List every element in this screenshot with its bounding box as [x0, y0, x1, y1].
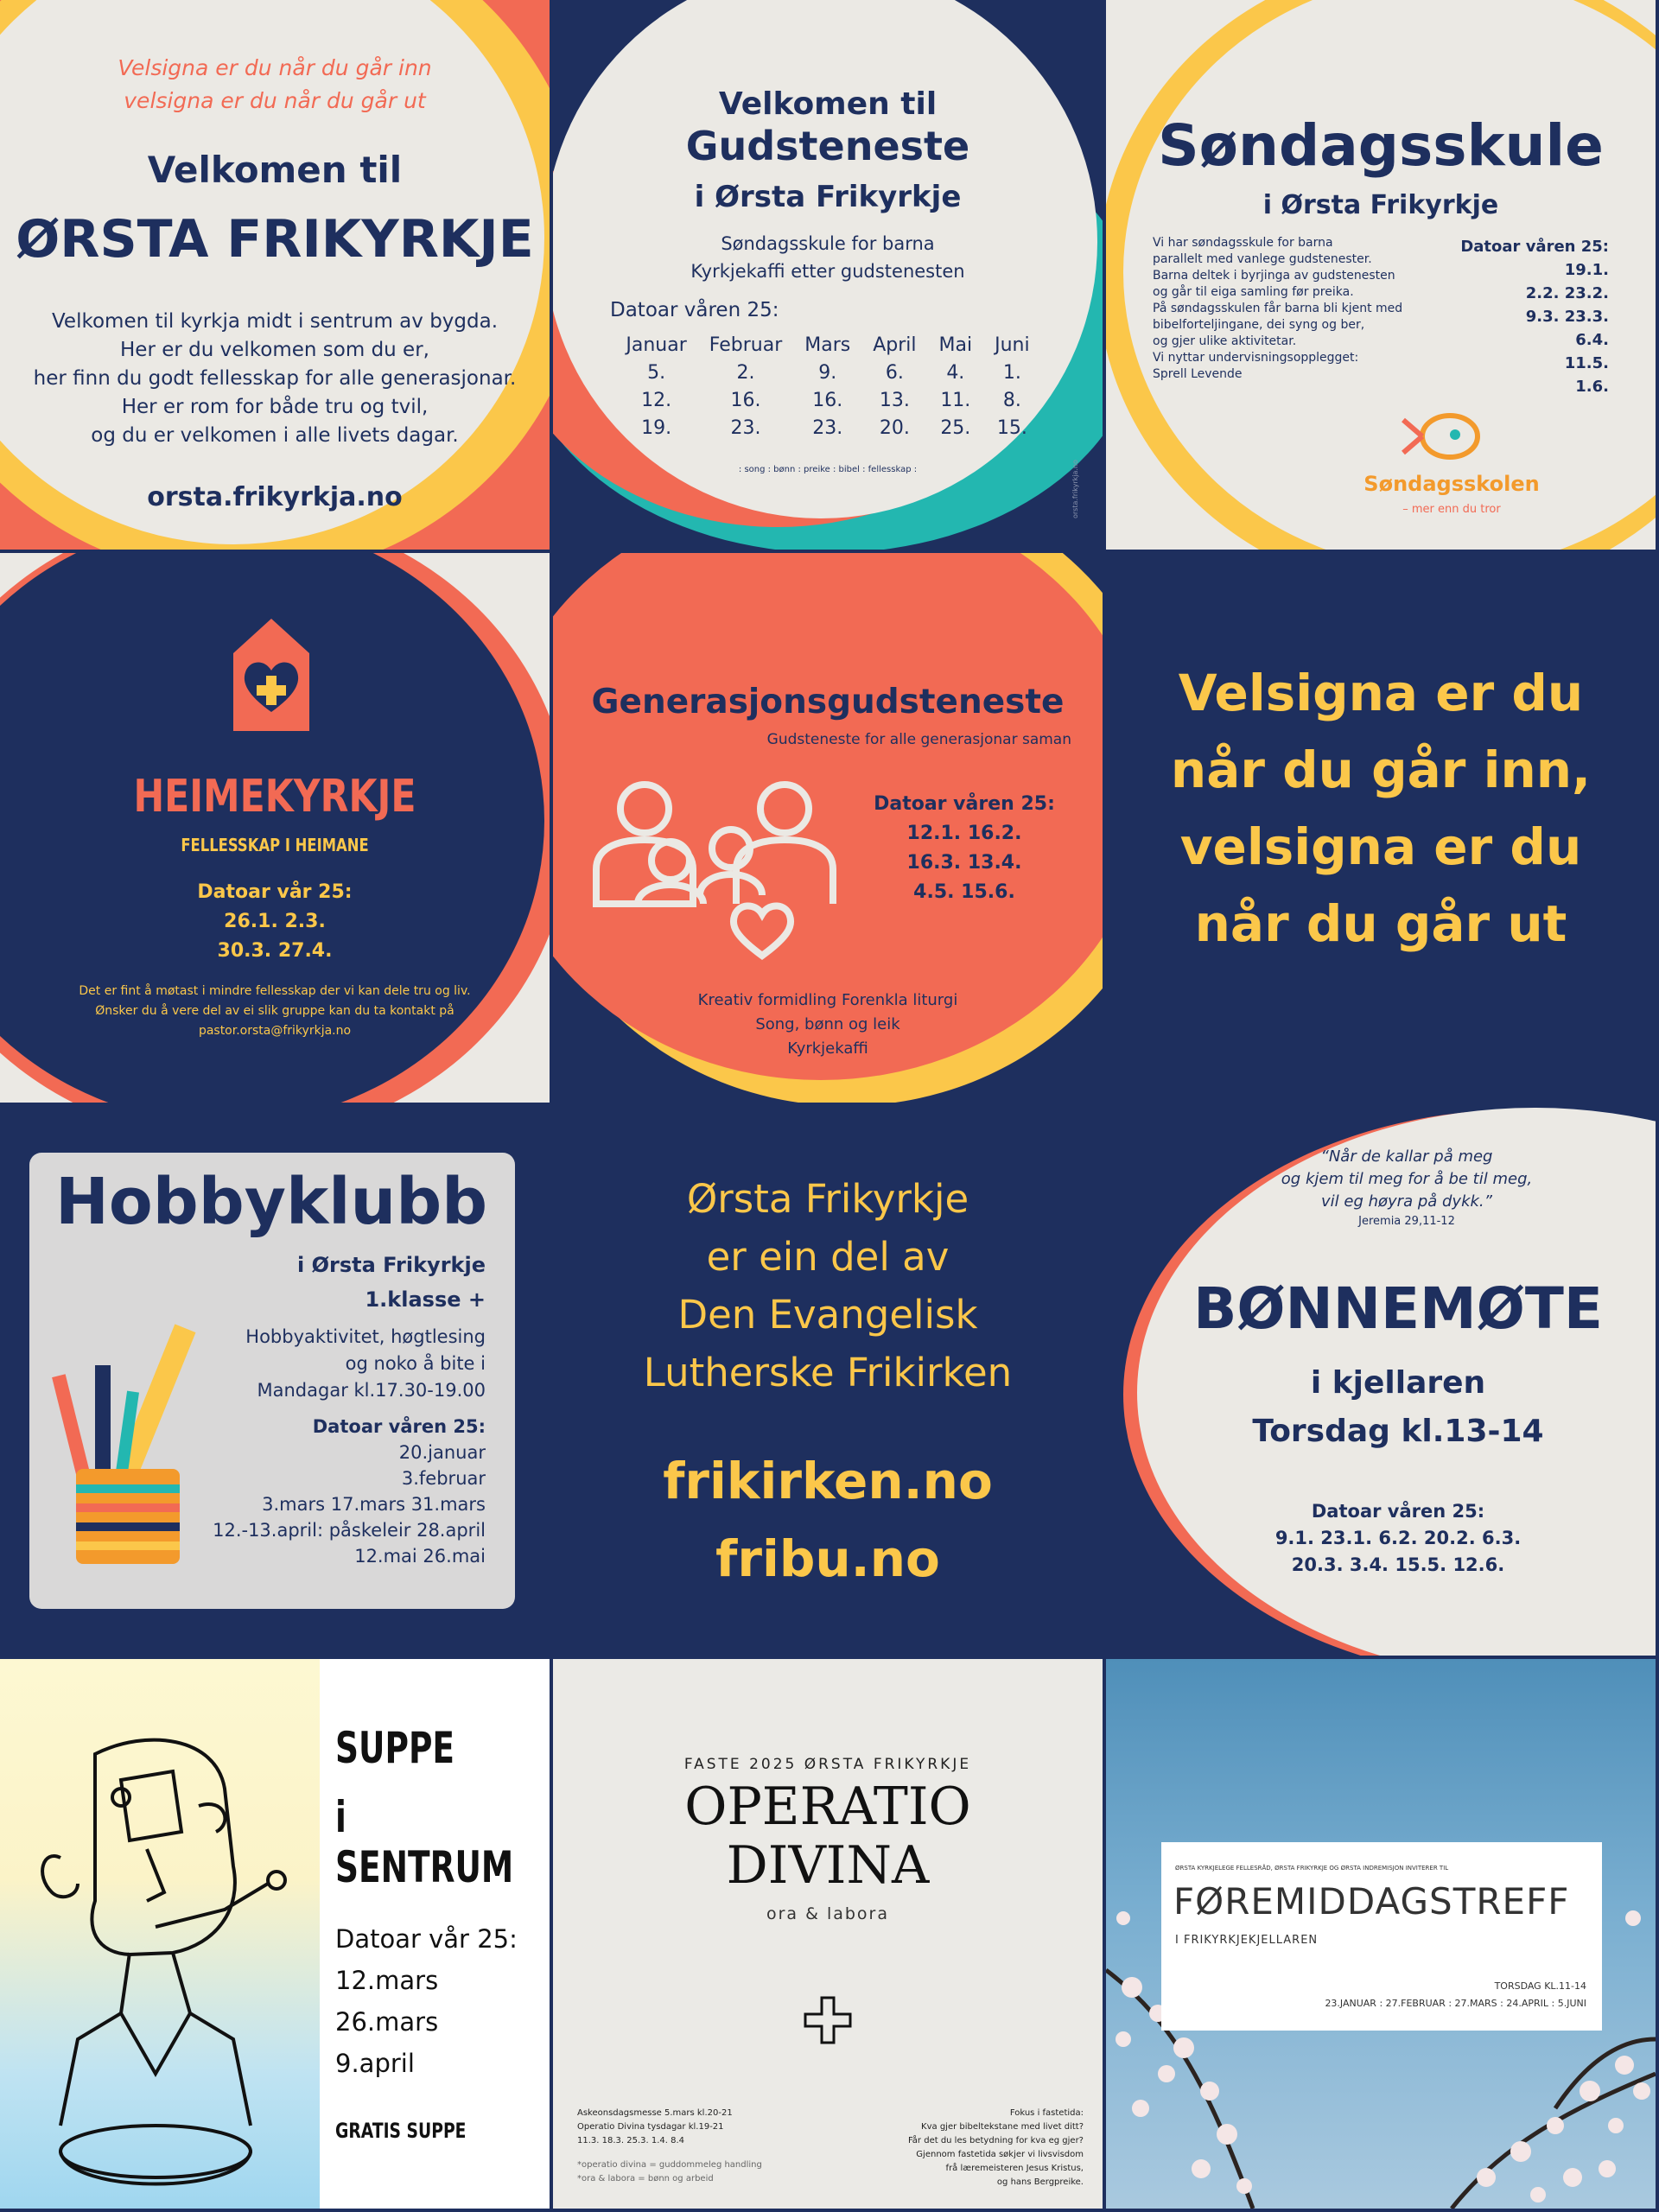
- fm-title: FØREMIDDAGSTREFF: [1173, 1880, 1570, 1923]
- frikirken-link[interactable]: frikirken.no: [663, 1452, 993, 1510]
- ss-sub: i Ørsta Frikyrkje: [1262, 190, 1499, 220]
- tile-bonnemote: [1106, 1106, 1656, 1656]
- month-col: April 6. 13. 20.: [873, 334, 917, 439]
- tile-foremiddag: [1106, 1659, 1656, 2209]
- suppe-title-2: i SENTRUM: [335, 1792, 514, 1892]
- suppe-title-1: SUPPE: [335, 1723, 455, 1773]
- op-sub: ora & labora: [766, 1904, 890, 1923]
- tile-welcome-orsta: [0, 0, 550, 550]
- fm-dates: 23.JANUAR : 27.FEBRUAR : 27.MARS : 24.APRIL : 5.JUNI: [1325, 1998, 1586, 2009]
- tile-gudsteneste: [553, 0, 1103, 550]
- month-col: Juni 1. 8. 15.: [995, 334, 1030, 439]
- tile-generasjon: [553, 553, 1103, 1103]
- blessing-line-2: velsigna er du når du går ut: [124, 88, 426, 113]
- hobby-title: Hobbyklubb: [55, 1165, 488, 1239]
- gen-sub: Gudsteneste for alle generasjonar saman: [766, 731, 1071, 748]
- hk-dates: Datoar vår 25: 26.1. 2.3. 30.3. 27.4.: [197, 881, 353, 962]
- bm-place: i kjellaren: [1310, 1365, 1486, 1401]
- month-col: Mars 9. 16. 23.: [804, 334, 851, 439]
- hobby-sub: i Ørsta Frikyrkje 1.klasse +: [297, 1253, 486, 1312]
- church-name: ØRSTA FRIKYRKJE: [16, 209, 534, 270]
- house-heart-icon: [230, 615, 313, 738]
- gud-welcome: Velkomen til: [718, 86, 938, 122]
- tile-sondagsskule: [1106, 0, 1656, 550]
- hk-title: HEIMEKYRKJE: [133, 771, 416, 823]
- welcome-heading: Velkomen til: [147, 149, 403, 191]
- fribu-link[interactable]: fribu.no: [715, 1529, 940, 1588]
- bm-quote: “Når de kallar på meg og kjem til meg for å be til meg, vil eg høyra på dykk.”: [1281, 1147, 1533, 1211]
- ss-title: Søndagsskule: [1158, 112, 1604, 179]
- suppe-dates: Datoar vår 25: 12.mars 26.mars 9.april: [335, 1924, 518, 2078]
- blessing-text: Velsigna er du når du går inn, velsigna er du når du går ut: [1170, 664, 1592, 953]
- fish-logo-icon: [1396, 406, 1491, 470]
- bm-title: BØNNEMØTE: [1193, 1275, 1603, 1342]
- month-col: Februar 2. 16. 23.: [709, 334, 783, 439]
- fm-top: ØRSTA KYRKJELEGE FELLESRÅD, ØRSTA FRIKYRKJE OG ØRSTA INDREMISJON INVITERER TIL: [1175, 1865, 1449, 1872]
- fm-time: TORSDAG KL.11-14: [1494, 1980, 1586, 1992]
- ss-logo-tag: – mer enn du tror: [1402, 503, 1501, 516]
- gud-dates-label: Datoar våren 25:: [610, 299, 779, 321]
- gud-title: Gudsteneste: [685, 123, 970, 169]
- hk-text: Det er fint å møtast i mindre fellesskap der vi kan dele tru og liv. Ønsker du å vere del av ei slik gruppe kan du ta kontakt på pastor.orsta@frikyrkja.no: [79, 984, 471, 1038]
- suppe-free: GRATIS SUPPE: [335, 2119, 467, 2143]
- gud-dates-table: [553, 332, 1103, 442]
- cross-icon: [804, 1996, 852, 2048]
- tile-suppe: [0, 1659, 550, 2209]
- fm-sub: I FRIKYRKJEKJELLAREN: [1175, 1934, 1319, 1947]
- op-left: Askeonsdagsmesse 5.mars kl.20-21 Operatio Divina tysdagar kl.19-21 11.3. 18.3. 25.3. 1.4. 8.4 *operatio divina = guddommeleg handling *ora & labora = bønn og arbeid: [577, 2108, 762, 2183]
- op-top: FASTE 2025 ØRSTA FRIKYRKJE: [683, 1756, 972, 1773]
- tile-heimekyrkje: [0, 553, 550, 1103]
- gen-title: Generasjonsgudsteneste: [591, 683, 1065, 721]
- tile-frikirken: [553, 1106, 1103, 1656]
- bm-ref: Jeremia 29,11-12: [1358, 1215, 1455, 1228]
- gud-sub: i Ørsta Frikyrkje: [694, 180, 962, 214]
- gen-foot: Kreativ formidling Forenkla liturgi Song, bønn og leik Kyrkjekaffi: [697, 991, 958, 1058]
- family-icon: [584, 774, 843, 968]
- pencil-cup-icon: [47, 1313, 219, 1576]
- soup-man-illustration-icon: [26, 1728, 302, 2198]
- ss-logo-text: Søndagsskolen: [1363, 472, 1540, 496]
- frikirken-text: Ørsta Frikyrkje er ein del av Den Evangelisk Lutherske Frikirken: [643, 1176, 1013, 1395]
- ss-dates: Datoar våren 25: 19.1. 2.2. 23.2. 9.3. 23.3. 6.4. 11.5. 1.6.: [1460, 238, 1609, 396]
- hobby-desc: Hobbyaktivitet, høgtlesing og noko å bite i Mandagar kl.17.30-19.00: [245, 1326, 486, 1401]
- op-title-1: OPERATIO: [684, 1777, 971, 1837]
- hk-sub: FELLESSKAP I HEIMANE: [181, 835, 369, 855]
- ss-text: Vi har søndagsskule for barna parallelt med vanlege gudstenester. Barna deltek i byrjinga av gudstenesten og går til eiga samling før preika. På søndagsskulen får barna bli kjent med bibelforteljingane, dei syng og ber, og gjer ulike aktivitetar. Vi nyttar undervisningsopplegget: Sprell Levende: [1153, 236, 1403, 381]
- tile-hobbyklubb: [0, 1106, 550, 1656]
- month-col: Januar 5. 12. 19.: [626, 334, 687, 439]
- bm-dates: Datoar våren 25: 9.1. 23.1. 6.2. 20.2. 6.3. 20.3. 3.4. 15.5. 12.6.: [1274, 1501, 1522, 1575]
- gud-side-url: orsta.frikyrkja.no: [1071, 460, 1079, 518]
- tile-blessing: [1106, 553, 1656, 1103]
- gud-footer: : song : bønn : preike : bibel : fellesskap :: [738, 465, 918, 474]
- hobby-dates: Datoar våren 25: 20.januar 3.februar 3.mars 17.mars 31.mars 12.-13.april: påskeleir 28.april 12.mai 26.mai: [213, 1416, 486, 1567]
- op-title-2: DIVINA: [726, 1835, 930, 1896]
- blessing-line-1: Velsigna er du når du går inn: [118, 55, 432, 80]
- gen-dates: Datoar våren 25: 12.1. 16.2. 16.3. 13.4. 4.5. 15.6.: [874, 793, 1055, 903]
- month-col: Mai 4. 11. 25.: [938, 334, 973, 439]
- welcome-body: Velkomen til kyrkja midt i sentrum av bygda. Her er du velkomen som du er, her finn du godt fellesskap for alle generasjonar. Her er rom for både tru og tvil, og du er velkomen i alle livets dagar.: [33, 310, 517, 447]
- gud-info: Søndagsskule for barna Kyrkjekaffi etter gudstenesten: [690, 233, 965, 282]
- bm-time: Torsdag kl.13-14: [1252, 1414, 1544, 1449]
- op-right: Fokus i fastetida: Kva gjer bibeltekstane med livet ditt? Får det du les betydning for kva eg gjer? Gjennom fastetida søkjer vi livsvisdom frå læremeisteren Jesus Kristus, og hans Bergpreike.: [907, 2108, 1084, 2187]
- tile-operatio: [553, 1659, 1103, 2209]
- church-url[interactable]: orsta.frikyrkja.no: [147, 482, 403, 512]
